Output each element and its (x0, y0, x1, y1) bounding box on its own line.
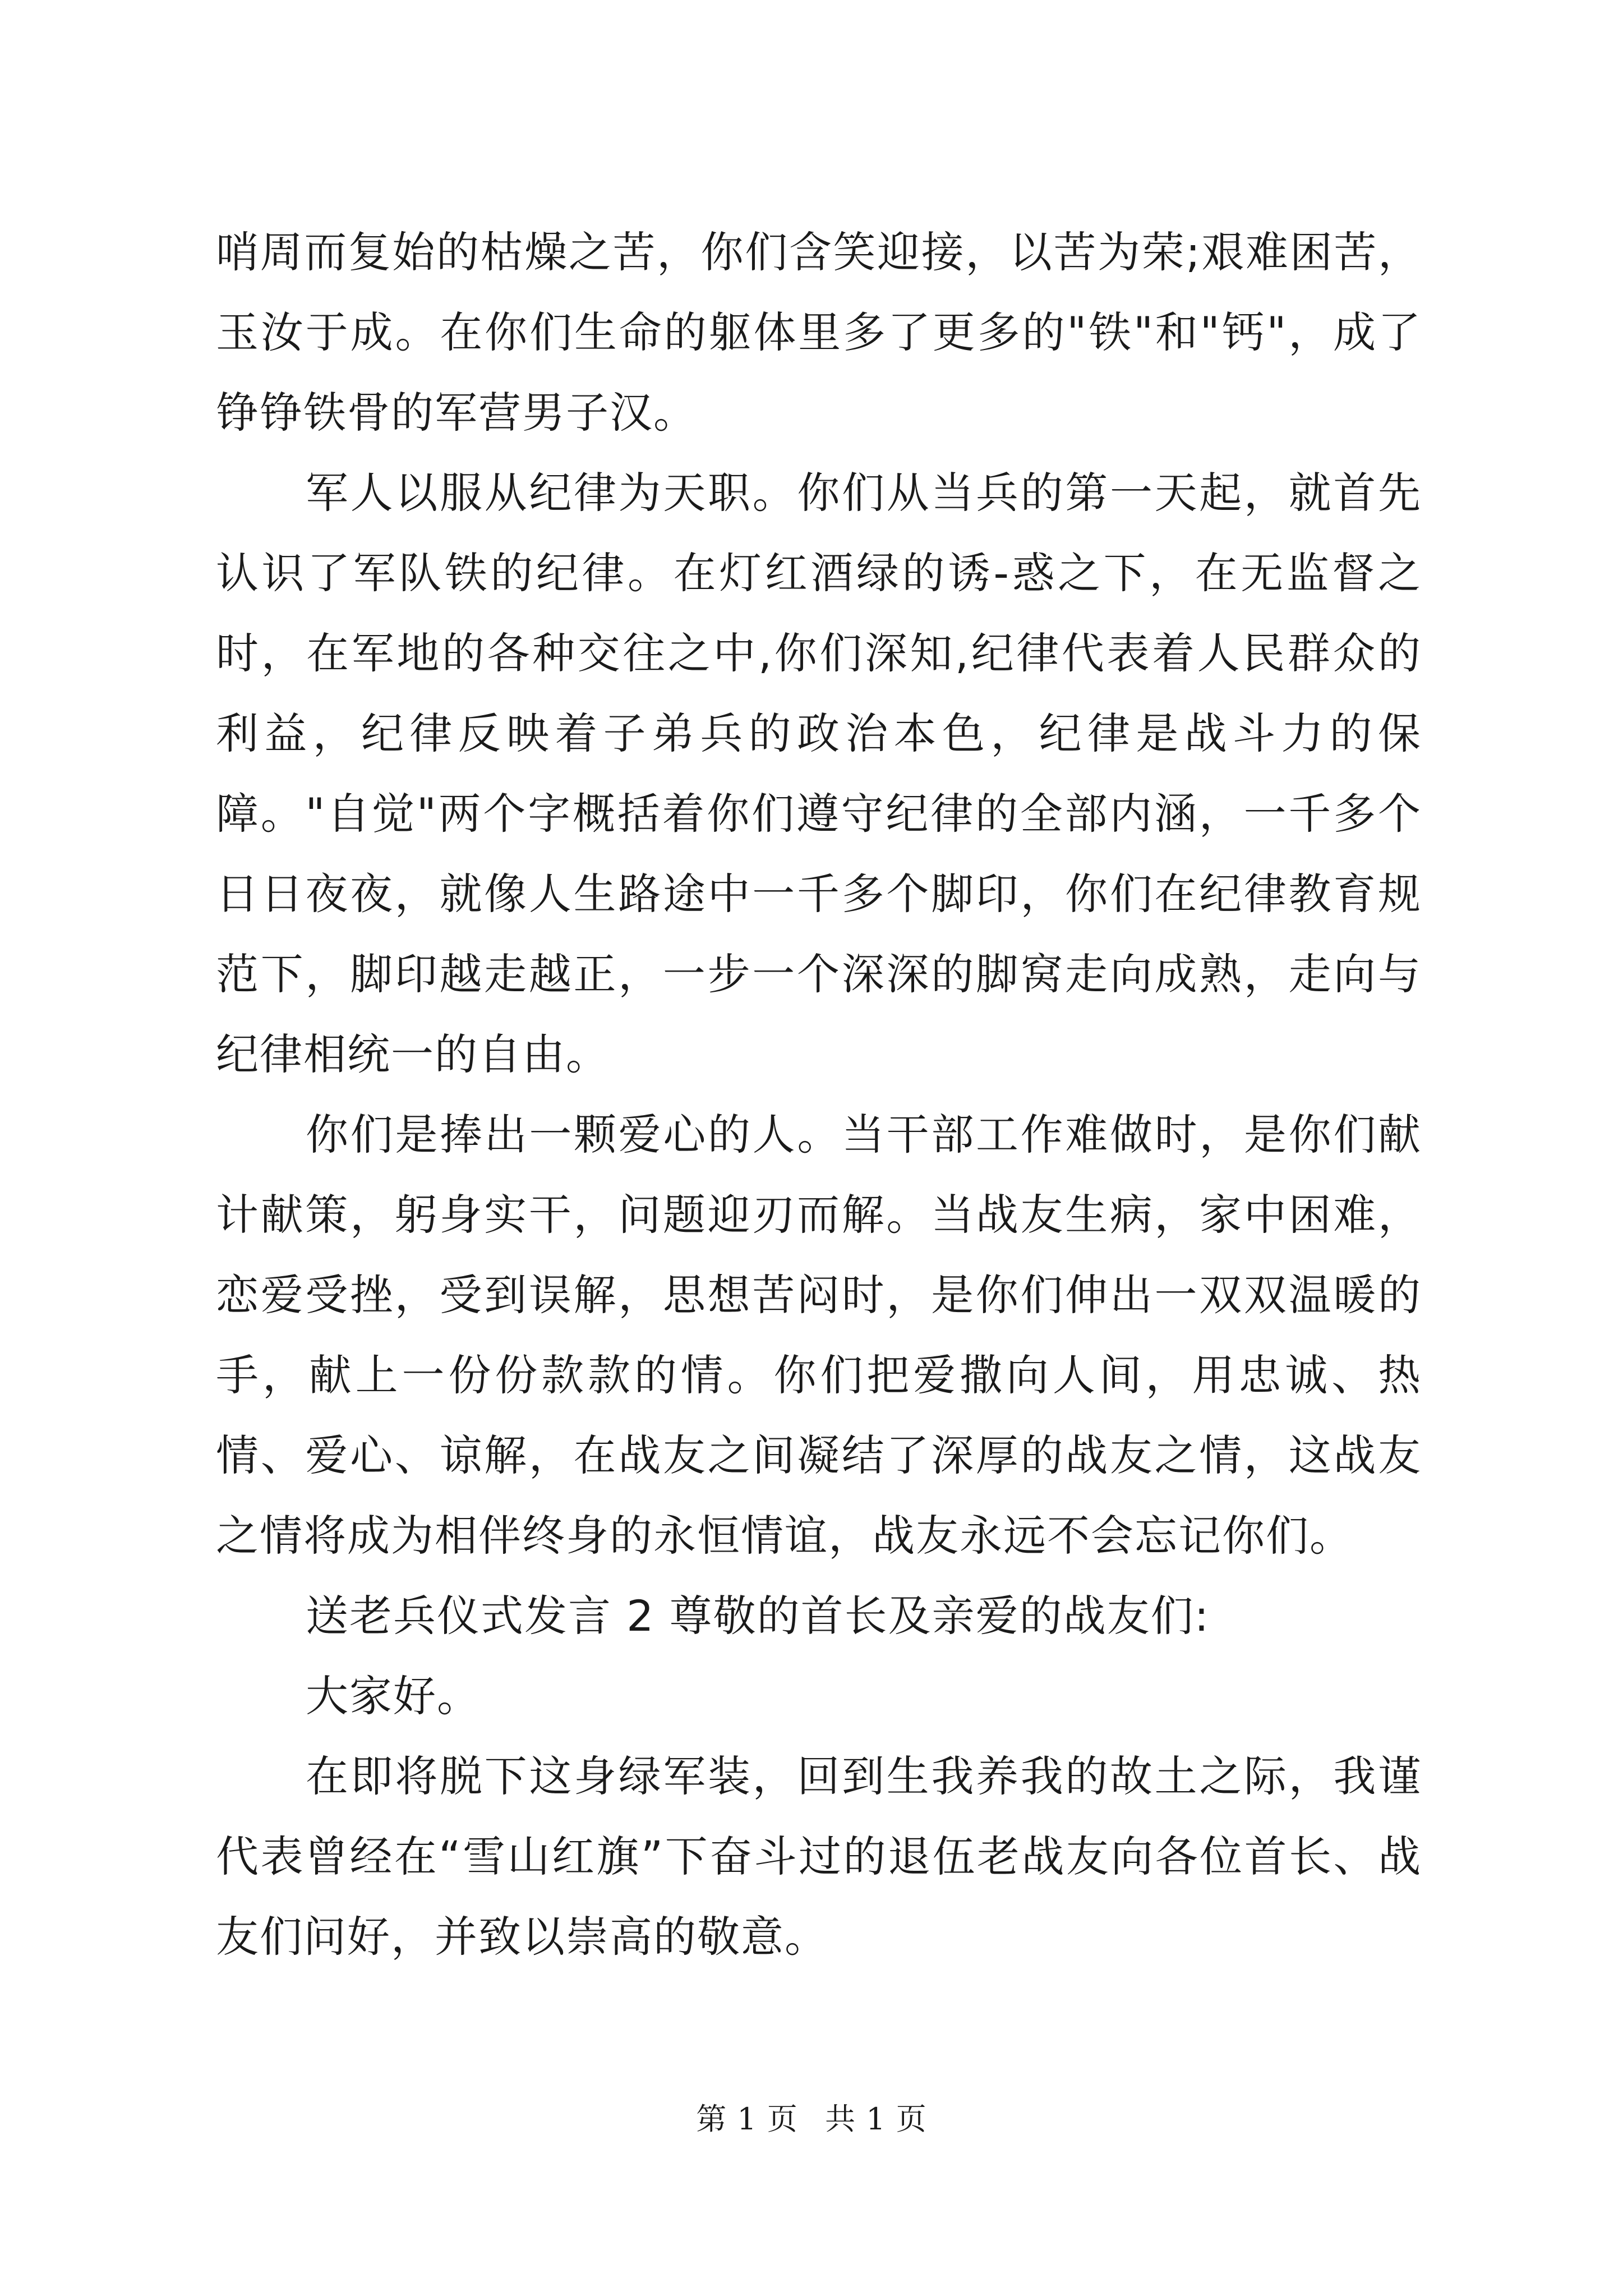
paragraph-3: 你们是捧出一颗爱心的人。当干部工作难做时，是你们献计献策，躬身实干，问题迎刃而解。当战友生病，家中困难，恋爱受挫，受到误解，思想苦闷时，是你们伸出一双双温暖的手，献上一份份款款的情。你们把爱撒向人间，用忠诚、热情、爱心、谅解，在战友之间凝结了深厚的战友之情，这战友之情将成为相伴终身的永恒情谊，战友永远不会忘记你们。 (216, 1110, 1422, 1561)
paragraph-5: 大家好。 (306, 1671, 481, 1721)
document-body (216, 212, 1422, 1977)
paragraph-6: 在即将脱下这身绿军装，回到生我养我的故土之际，我谨代表曾经在“雪山红旗”下奋斗过的退伍老战友向各位首长、战友们问好，并致以崇高的敬意。 (216, 1751, 1422, 1962)
paragraph-4: 送老兵仪式发言 2 尊敬的首长及亲爱的战友们: (306, 1591, 1210, 1641)
page-number-total: 共 1 页 (825, 2101, 927, 2137)
paragraph-1: 哨周而复始的枯燥之苦，你们含笑迎接，以苦为荣;艰难困苦，玉汝于成。在你们生命的躯体里多了更多的"铁"和"钙"，成了铮铮铁骨的军营男子汉。 (216, 227, 1422, 438)
page-number-current: 第 1 页 (696, 2101, 798, 2137)
page-footer (0, 2095, 1623, 2138)
paragraph-2: 军人以服从纪律为天职。你们从当兵的第一天起，就首先认识了军队铁的纪律。在灯红酒绿的诱-惑之下，在无监督之时，在军地的各种交往之中,你们深知,纪律代表着人民群众的利益，纪律反映着子弟兵的政治本色，纪律是战斗力的保障。"自觉"两个字概括着你们遵守纪律的全部内涵，一千多个日日夜夜，就像人生路途中一千多个脚印，你们在纪律教育规范下，脚印越走越正，一步一个深深的脚窝走向成熟，走向与纪律相统一的自由。 (216, 468, 1422, 1079)
